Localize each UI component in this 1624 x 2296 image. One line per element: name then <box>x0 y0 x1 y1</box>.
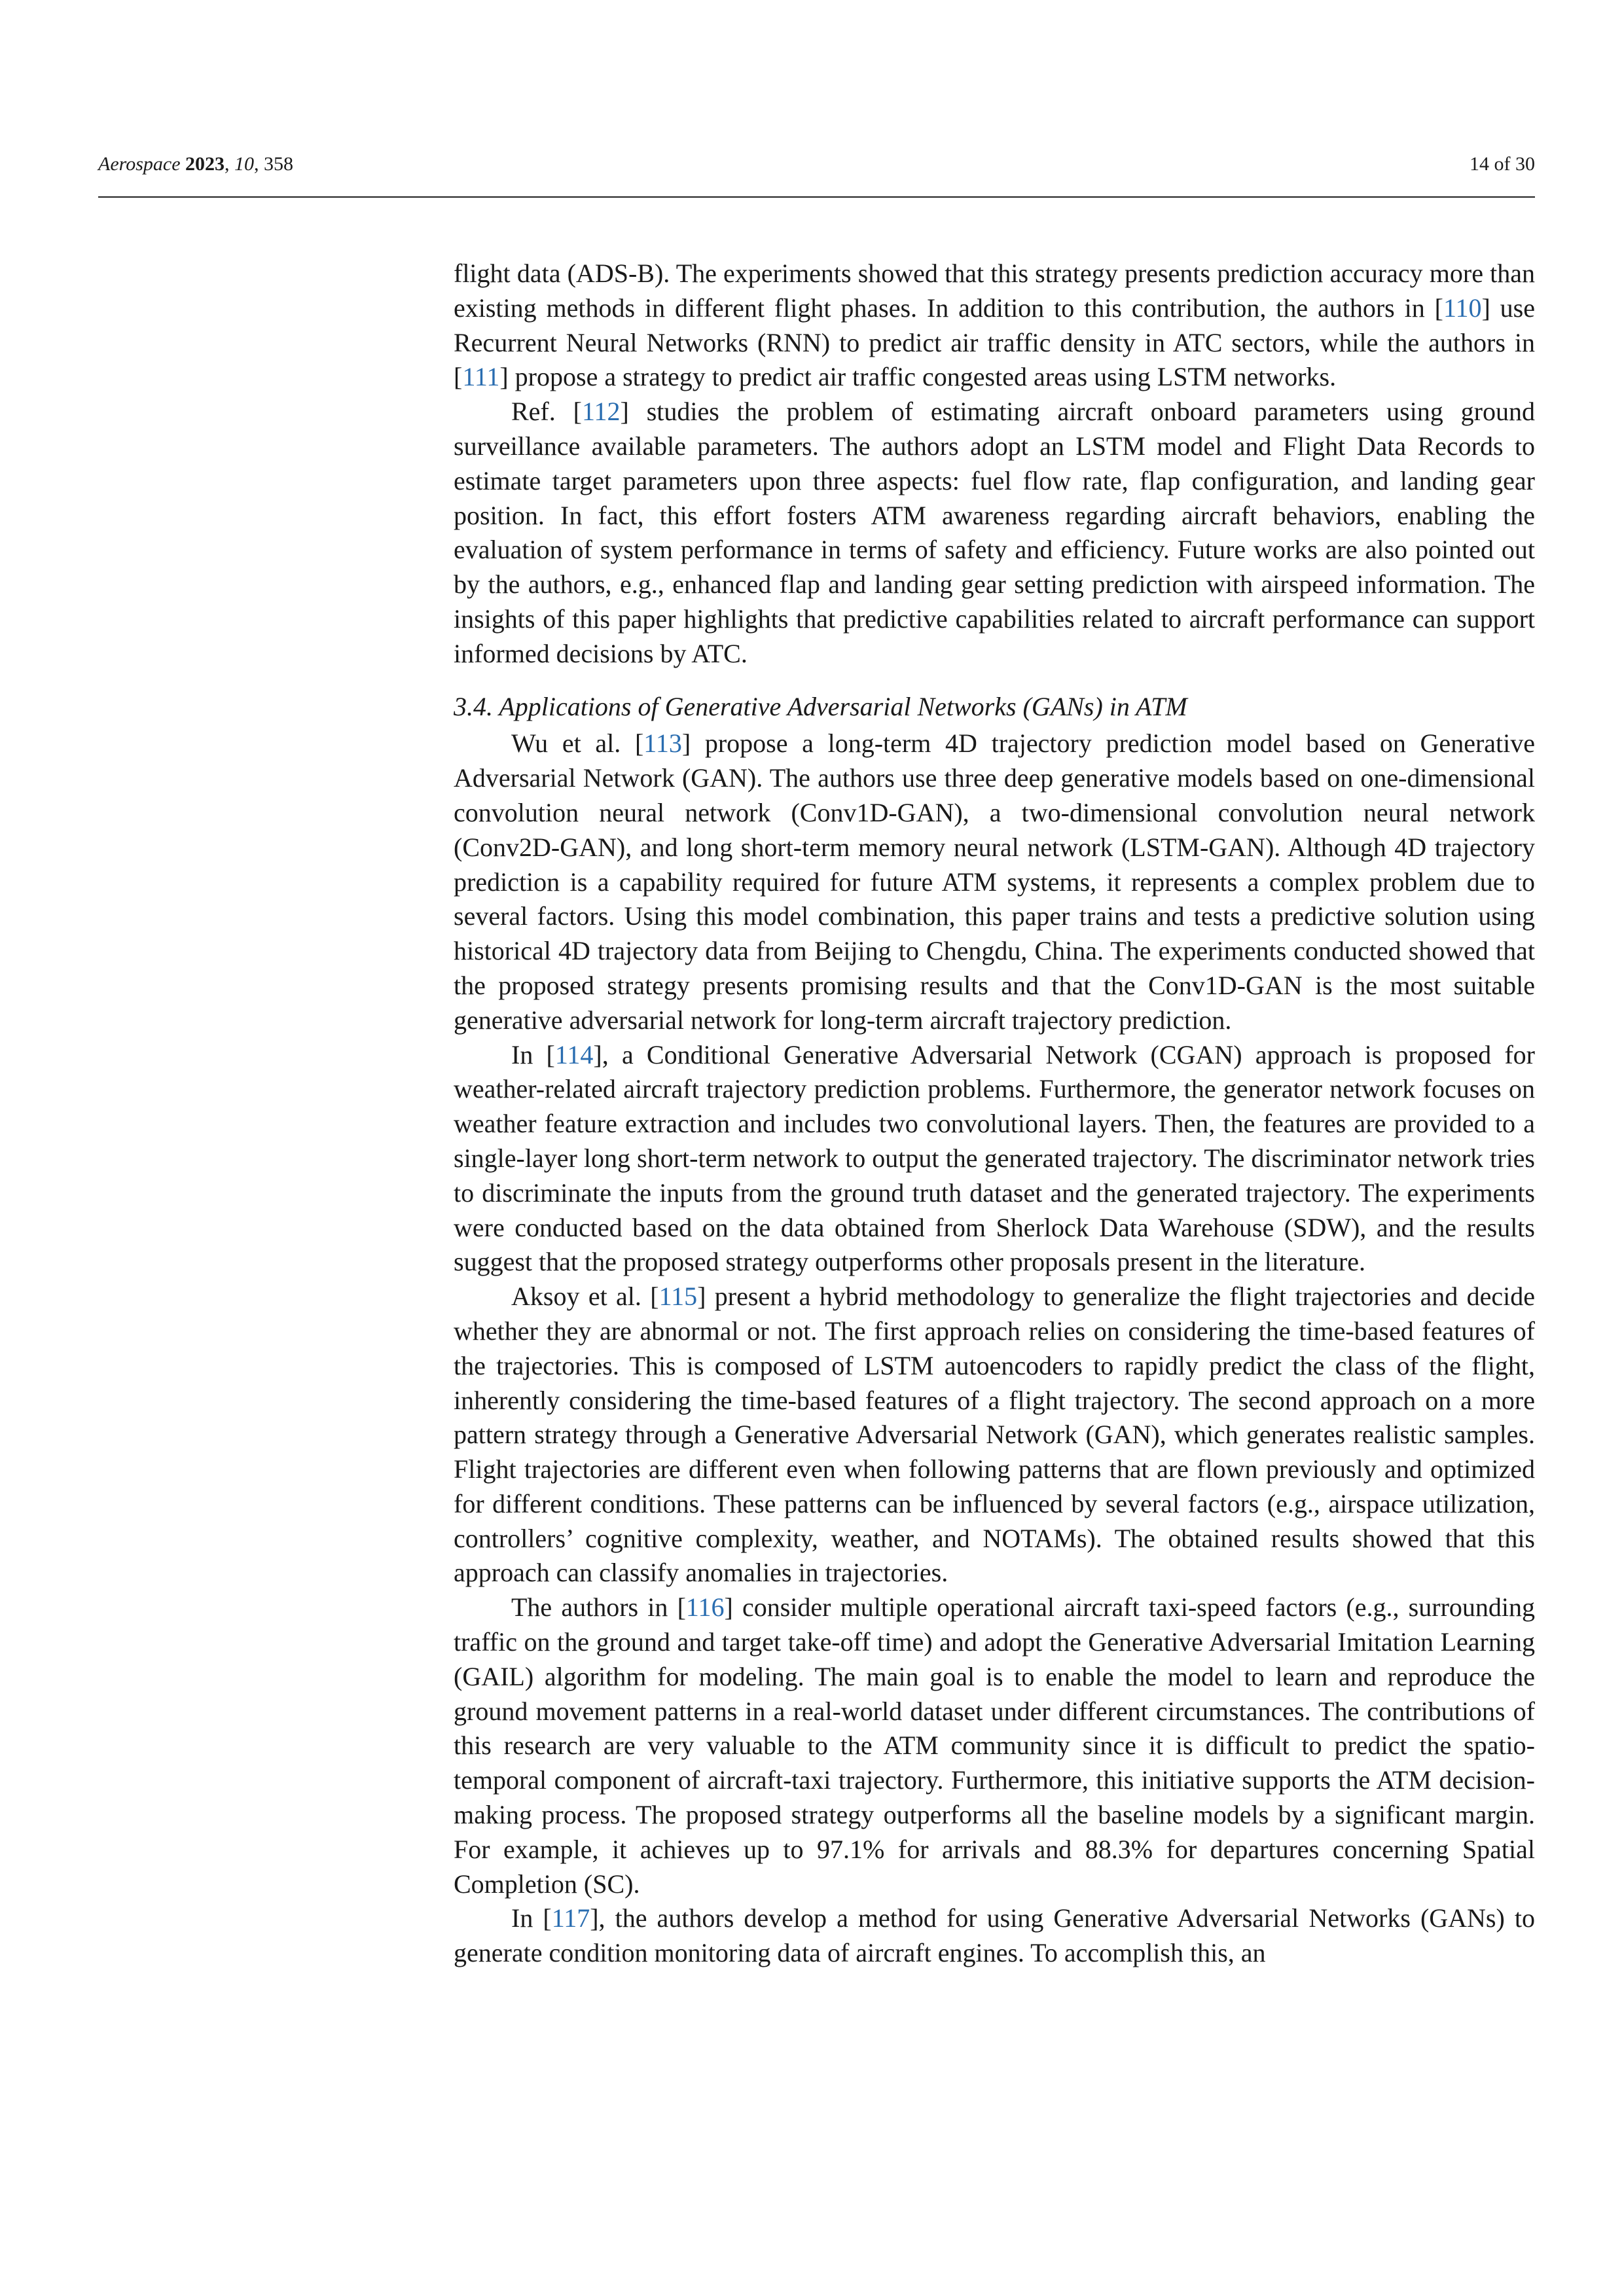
citation-link-113[interactable]: 113 <box>643 728 682 759</box>
page-header <box>98 149 1535 198</box>
main-text <box>454 257 1535 1971</box>
paragraph-5 <box>454 1590 1535 1901</box>
journal-name: Aerospace <box>98 153 181 175</box>
citation-link-117[interactable]: 117 <box>551 1903 590 1933</box>
paragraph-2 <box>454 726 1535 1037</box>
paragraph-text: Ref. [ <box>511 397 582 427</box>
paragraph-1 <box>454 395 1535 671</box>
journal-year: 2023 <box>185 153 225 175</box>
paragraph-6 <box>454 1901 1535 1971</box>
paragraph-text: In [ <box>511 1039 555 1069</box>
article-number: 358 <box>264 153 294 175</box>
paragraph-text: ] propose a strategy to predict air traffic congested areas using LSTM networks. <box>499 362 1337 392</box>
journal-volume: 10 <box>234 153 255 175</box>
paragraph-text: ] use Recurrent Neural Networks (RNN) to predict air traffic density in ATC sectors, while the authors in [ <box>454 293 1535 392</box>
paragraph-0 <box>454 257 1535 395</box>
paragraph-text: In [ <box>511 1903 552 1933</box>
citation-link-110[interactable]: 110 <box>1443 293 1482 323</box>
paragraph-text: flight data (ADS-B). The experiments showed that this strategy presents prediction accuracy more than existing methods in different flight phases. In addition to this contribution, the authors in [ <box>454 259 1535 323</box>
page-number: 14 of 30 <box>1470 153 1535 175</box>
citation-link-112[interactable]: 112 <box>581 397 621 427</box>
citation-link-111[interactable]: 111 <box>462 362 500 392</box>
paragraph-text: Aksoy et al. [ <box>511 1282 659 1312</box>
paragraph-text: ] consider multiple operational aircraft taxi-speed factors (e.g., surrounding traffic on the ground and target take-off time) and adopt the Generative Adversarial Imitation Learning (GAIL) algorithm for modeling. The main goal is to enable the model to learn and reproduce the ground movement patterns in a real-world dataset under different circumstances. The contributions of this research are very valuable to the ATM community since it is difficult to predict the spatio-temporal component of aircraft-taxi trajectory. Furthermore, this initiative supports the ATM decision-making process. The proposed strategy outperforms all the baseline models by a significant margin. For example, it achieves up to 97.1% for arrivals and 88.3% for departures concerning Spatial Completion (SC). <box>454 1592 1535 1899</box>
paragraph-3 <box>454 1038 1535 1280</box>
paragraph-text: Wu et al. [ <box>511 728 644 759</box>
citation-link-114[interactable]: 114 <box>554 1039 594 1069</box>
section-heading: 3.4. Applications of Generative Adversarial Networks (GANs) in ATM <box>454 691 1187 721</box>
citation-link-116[interactable]: 116 <box>685 1592 725 1623</box>
paragraph-text: ], the authors develop a method for using Generative Adversarial Networks (GANs) to generate condition monitoring data of aircraft engines. To accomplish this, an <box>454 1903 1536 1968</box>
citation-link-115[interactable]: 115 <box>659 1282 698 1312</box>
paragraph-text: ] propose a long-term 4D trajectory prediction model based on Generative Adversarial Network (GAN). The authors use three deep generative models based on one-dimensional convolution neural network (Conv1D-GAN), a two-dimensional convolution neural network (Conv2D-GAN), and long short-term memory neural network (LSTM-GAN). Although 4D trajectory prediction is a capability required for future ATM systems, it represents a complex problem due to several factors. Using this model combination, this paper trains and tests a predictive solution using historical 4D trajectory data from Beijing to Chengdu, China. The experiments conducted showed that the proposed strategy presents promising results and that the Conv1D-GAN is the most suitable generative adversarial network for long-term aircraft trajectory prediction. <box>454 728 1535 1035</box>
journal-citation: Aerospace 2023, 10, 358 <box>98 153 294 175</box>
paragraph-4 <box>454 1280 1535 1590</box>
paragraph-text: The authors in [ <box>511 1592 686 1623</box>
paragraph-text: ], a Conditional Generative Adversarial Network (CGAN) approach is proposed for weather-related aircraft trajectory prediction problems. Furthermore, the generator network focuses on weather feature extraction and includes two convolutional layers. Then, the features are provided to a single-layer long short-term network to output the generated trajectory. The discriminator network tries to discriminate the inputs from the ground truth dataset and the generated trajectory. The experiments were conducted based on the data obtained from Sherlock Data Warehouse (SDW), and the results suggest that the proposed strategy outperforms other proposals present in the literature. <box>454 1039 1535 1277</box>
paragraph-text: ] present a hybrid methodology to generalize the flight trajectories and decide whether they are abnormal or not. The first approach relies on considering the time-based features of the trajectories. This is composed of LSTM autoencoders to rapidly predict the class of the flight, inherently considering the time-based features of a flight trajectory. The second approach on a more pattern strategy through a Generative Adversarial Network (GAN), which generates realistic samples. Flight trajectories are different even when following patterns that are flown previously and optimized for different conditions. These patterns can be influenced by several factors (e.g., airspace utilization, controllers’ cognitive complexity, weather, and NOTAMs). The obtained results showed that this approach can classify anomalies in trajectories. <box>454 1282 1535 1588</box>
paragraph-text: ] studies the problem of estimating aircraft onboard parameters using ground surveillance available parameters. The authors adopt an LSTM model and Flight Data Records to estimate target parameters upon three aspects: fuel flow rate, flap configuration, and landing gear position. In fact, this effort fosters ATM awareness regarding aircraft behaviors, enabling the evaluation of system performance in terms of safety and efficiency. Future works are also pointed out by the authors, e.g., enhanced flap and landing gear setting prediction with airspeed information. The insights of this paper highlights that predictive capabilities related to aircraft performance can support informed decisions by ATC. <box>454 397 1535 668</box>
